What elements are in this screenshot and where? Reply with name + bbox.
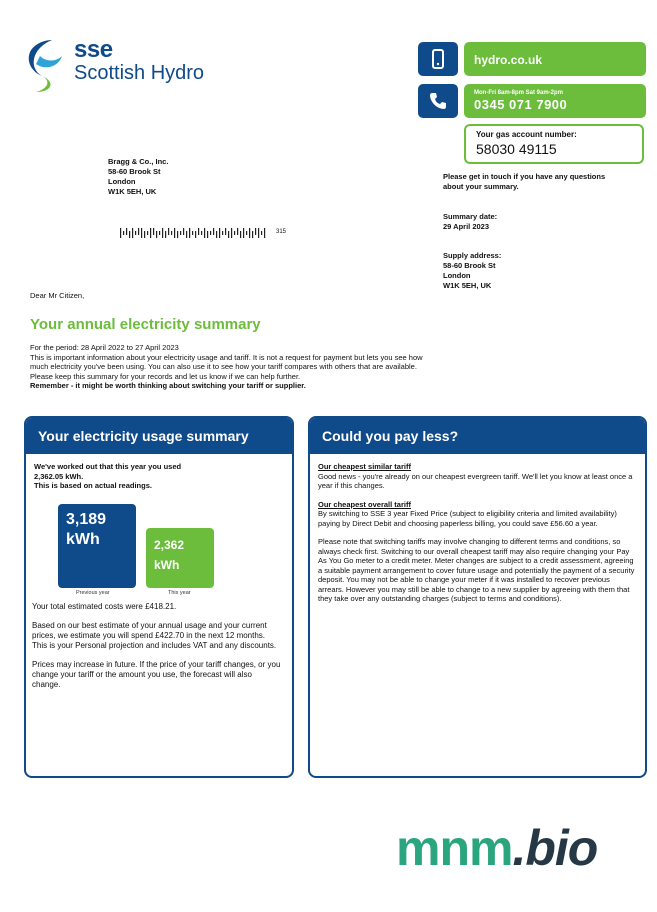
overall-tariff-title: Our cheapest overall tariff bbox=[318, 499, 411, 509]
address-line: London bbox=[108, 177, 136, 186]
postal-barcode bbox=[120, 228, 270, 238]
mobile-icon bbox=[418, 42, 458, 76]
opening-hours: Mon-Fri 8am-8pm Sat 9am-2pm bbox=[474, 90, 564, 96]
chart-bar-this-year bbox=[146, 528, 214, 588]
watermark-part2: .bio bbox=[512, 820, 598, 876]
address-line: 58-60 Brook St bbox=[108, 167, 161, 176]
supply-address-line: London bbox=[443, 271, 471, 280]
barcode-number: 315 bbox=[276, 229, 287, 235]
switching-note: Please note that switching tariffs may involve changing to different terms and conditions, so always check first. Switching to our overall cheapest tariff may also require changing your Pay As You Go meter to a credit meter. Meter changes are subject to a credit assessment, agreeing a suitable payment arrangement to cover future usage and potentially the payment of a security deposit. You may not be able to change your meter if it was installed to recover previous arrears. However you may still be able to change to a new supplier by agreeing with them that they take over any outstanding charges (subject to terms and conditions). bbox=[318, 537, 635, 603]
address-line: Bragg & Co., Inc. bbox=[108, 157, 169, 166]
watermark-part1: mnm bbox=[396, 820, 513, 876]
bar-unit-this: kWh bbox=[154, 558, 180, 572]
estimate-text: Based on our best estimate of your annual usage and your current prices, we estimate you will spend £422.70 in the next 12 months. This is your Personal projection and includes VAT and any discounts. bbox=[32, 621, 277, 650]
usage-worked-out: We've worked out that this year you used bbox=[34, 462, 182, 471]
usage-lower-text bbox=[32, 602, 282, 690]
usage-based-on: This is based on actual readings. bbox=[34, 481, 152, 490]
account-label: Your gas account number: bbox=[476, 130, 577, 139]
prices-text: Prices may increase in future. If the price of your tariff changes, or you change your tariff or the amount you use, the forecast will also change. bbox=[32, 660, 281, 689]
summary-title: Your annual electricity summary bbox=[30, 316, 261, 333]
bar-caption-this: This year bbox=[168, 590, 191, 596]
intro-para: This is important information about your electricity usage and tariff. It is not a request for payment but lets you see how bbox=[30, 352, 423, 362]
recipient-address bbox=[108, 157, 168, 197]
bar-value-this: 2,362 bbox=[154, 538, 185, 552]
remember-text: Remember - it might be worth thinking about switching your tariff or supplier. bbox=[30, 381, 306, 390]
greeting: Dear Mr Citizen, bbox=[30, 291, 85, 300]
pay-less-heading: Could you pay less? bbox=[310, 418, 645, 454]
sse-logo-icon bbox=[22, 38, 68, 94]
website-link[interactable]: hydro.co.uk bbox=[474, 53, 543, 67]
period-text: For the period: 28 April 2022 to 27 April 2023 bbox=[30, 343, 179, 352]
chart-bar-previous-year bbox=[58, 504, 136, 588]
brand-short: sse bbox=[74, 36, 113, 63]
usage-summary-heading: Your electricity usage summary bbox=[26, 418, 292, 454]
overall-tariff-text: By switching to SSE 3 year Fixed Price (subject to eligibility criteria and limited availability) paying by Direct Debit and choosing paperless billing, you could save £56.60 a year. bbox=[318, 509, 617, 528]
brand-name: Scottish Hydro bbox=[74, 62, 205, 84]
get-in-touch-text: Please get in touch if you have any questions about your summary. bbox=[443, 172, 606, 191]
supply-address-line: W1K 5EH, UK bbox=[443, 281, 492, 290]
supply-address-label: Supply address: bbox=[443, 251, 502, 260]
similar-tariff-text: Good news - you're already on our cheapest evergreen tariff. We'll let you know at least once a year if this changes. bbox=[318, 471, 633, 490]
bar-unit-previous: kWh bbox=[66, 531, 100, 548]
summary-date-label: Summary date: bbox=[443, 212, 498, 221]
intro-para: Please keep this summary for your records and let us know if we can help further. bbox=[30, 371, 301, 381]
account-box bbox=[464, 124, 644, 164]
supply-address-block bbox=[443, 251, 501, 291]
account-number: 58030 49115 bbox=[476, 141, 557, 157]
pay-less-panel bbox=[308, 416, 647, 778]
usage-amount: 2,362.05 kWh. bbox=[34, 471, 84, 481]
summary-date: 29 April 2023 bbox=[443, 222, 489, 231]
usage-summary-panel bbox=[24, 416, 294, 778]
intro-para: much electricity you've been using. You can also use it to see how your tariff compares with others that are available. bbox=[30, 362, 417, 371]
supply-address-line: 58-60 Brook St bbox=[443, 261, 496, 270]
phone-icon bbox=[418, 84, 458, 118]
website-row[interactable] bbox=[418, 42, 646, 76]
address-line: W1K 5EH, UK bbox=[108, 187, 157, 196]
bar-value-previous: 3,189 bbox=[66, 511, 107, 528]
summary-date-block bbox=[443, 212, 497, 232]
watermark bbox=[396, 818, 597, 878]
bar-caption-previous: Previous year bbox=[76, 590, 110, 596]
phone-number[interactable]: 0345 071 7900 bbox=[474, 97, 568, 112]
total-cost-text: Your total estimated costs were £418.21. bbox=[32, 602, 177, 611]
similar-tariff-title: Our cheapest similar tariff bbox=[318, 462, 411, 471]
intro-text bbox=[30, 343, 630, 391]
phone-row[interactable] bbox=[418, 84, 646, 118]
